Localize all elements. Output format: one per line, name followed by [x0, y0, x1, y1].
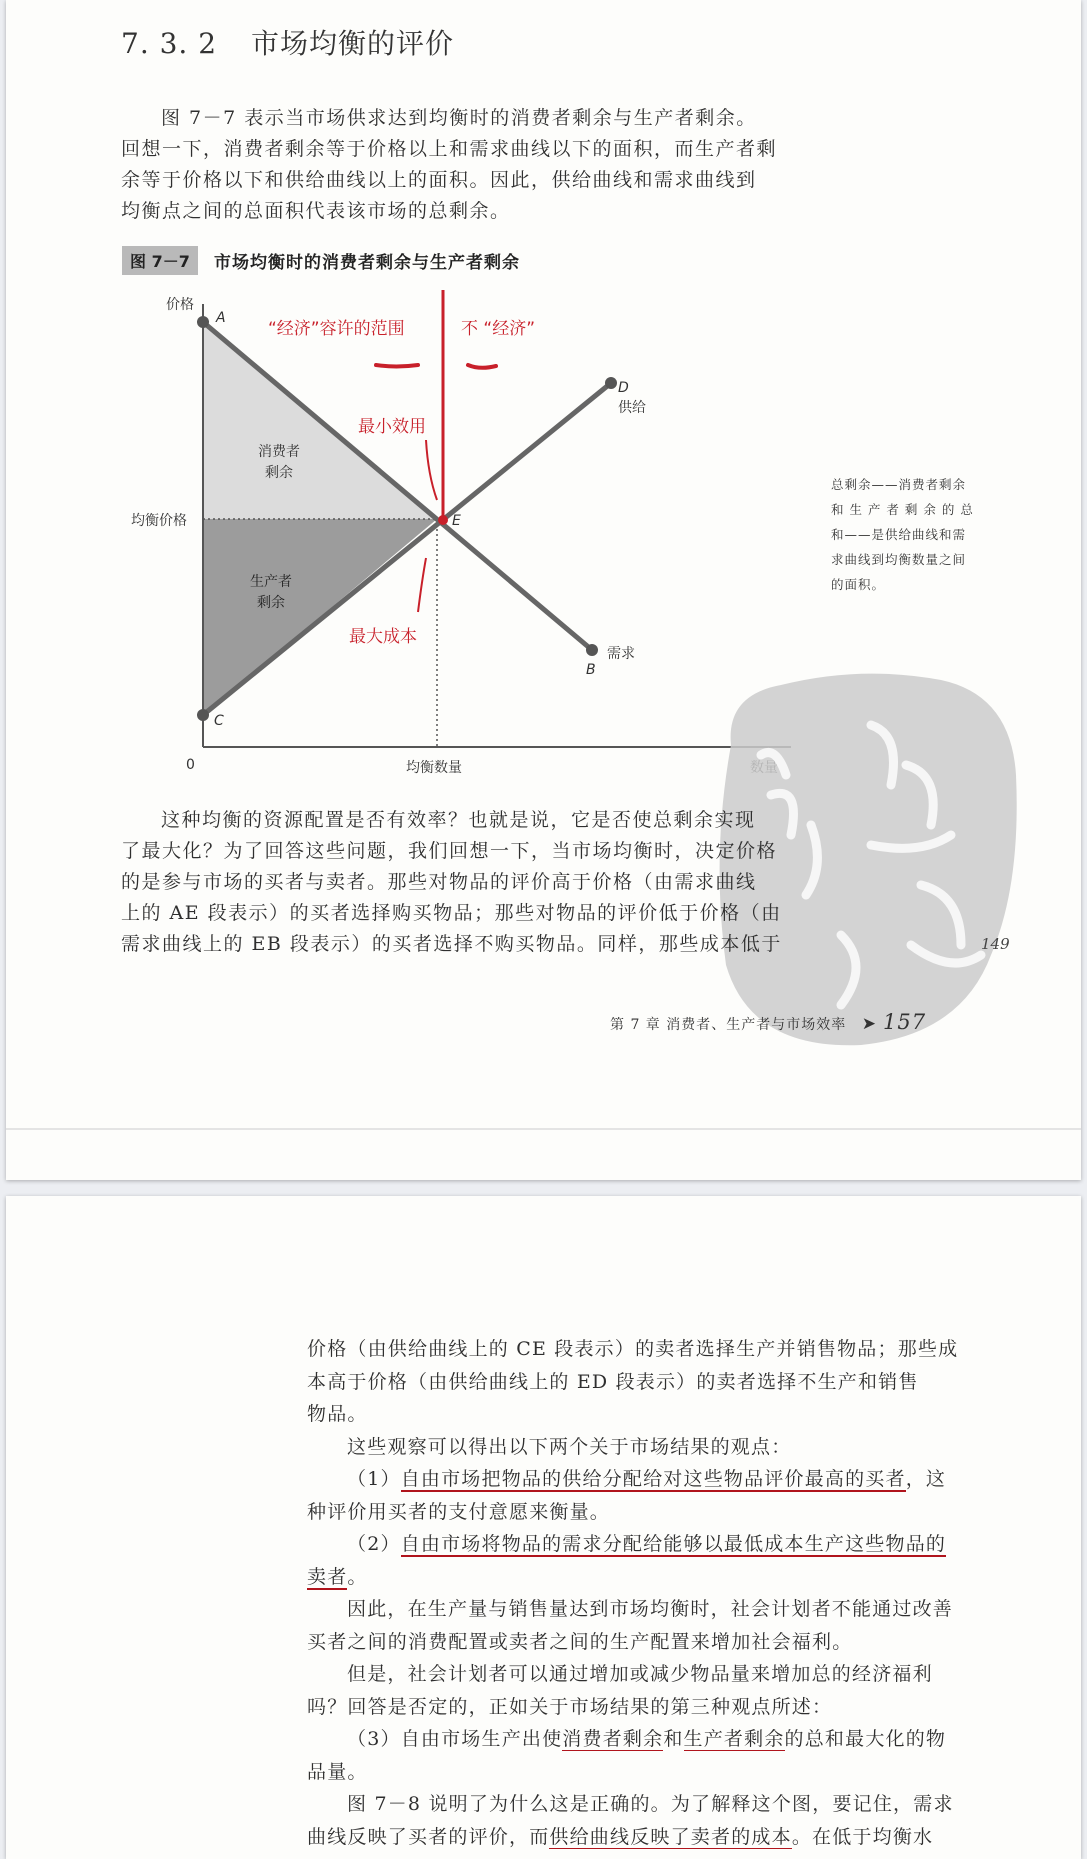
text-span: （3）自由市场生产出使 [347, 1728, 563, 1750]
text-span: （1） [347, 1468, 401, 1490]
red-arrow-min-utility [426, 440, 437, 500]
page-footer [610, 1010, 926, 1034]
text-line: 本高于价格（由供给曲线上的 ED 段表示）的卖者选择不生产和销售 [307, 1370, 919, 1393]
text-line: 因此，在生产量与销售量达到市场均衡时，社会计划者不能通过改善 [347, 1598, 954, 1620]
text-line: 图 7－8 说明了为什么这是正确的。为了解释这个图，要记住，需求 [347, 1793, 954, 1815]
point-d-label: D [618, 380, 629, 396]
book-page-157 [6, 0, 1081, 1180]
figure-tag: 图 7－7 [122, 246, 198, 275]
point-a-label: A [216, 310, 226, 326]
figure-title: 市场均衡时的消费者剩余与生产者剩余 [214, 253, 520, 273]
annotation-max-cost: 最大成本 [349, 627, 417, 647]
body-line: 上的 AE 段表示）的买者选择购买物品；那些对物品的评价低于价格（由 [121, 902, 782, 924]
origin-label: 0 [186, 757, 195, 773]
underlined-text: 生产者剩余 [683, 1728, 785, 1750]
point-e-dot [438, 515, 448, 525]
footer-arrow-icon: ➤ [861, 1014, 877, 1034]
text-line-point-2 [307, 1528, 958, 1561]
body-paragraph [121, 805, 782, 960]
text-line-point-1 [307, 1463, 958, 1496]
point-a-dot [197, 316, 209, 328]
demand-label: 需求 [607, 646, 635, 662]
text-line [307, 1561, 958, 1594]
point-d-dot [605, 377, 617, 389]
underlined-text: 消费者剩余 [562, 1728, 664, 1750]
point-b-label: B [586, 662, 596, 678]
side-note-line: 的面积。 [831, 577, 886, 592]
intro-line: 均衡点之间的总面积代表该市场的总剩余。 [121, 200, 511, 222]
side-note-line: 和 生 产 者 剩 余 的 总 [831, 502, 974, 517]
text-line: 但是，社会计划者可以通过增加或减少物品量来增加总的经济福利 [347, 1663, 933, 1685]
text-span: 的总和最大化的物 [784, 1728, 947, 1750]
body-line: 需求曲线上的 EB 段表示）的买者选择不购买物品。同样，那些成本低于 [121, 933, 782, 955]
side-note-line: 总剩余——消费者剩余 [831, 477, 967, 492]
section-number: 7. 3. 2 [121, 27, 218, 60]
annotation-economic-range: “经济”容许的范围 [268, 319, 405, 339]
page-bottom-rule [6, 1128, 1081, 1130]
text-span: （2） [347, 1533, 401, 1555]
text-line: 吗？回答是否定的，正如关于市场结果的第三种观点所述： [307, 1695, 833, 1718]
side-note-line: 和——是供给曲线和需 [831, 527, 967, 542]
producer-surplus-label-1: 生产者 [250, 574, 292, 590]
side-note-line: 求曲线到均衡数量之间 [831, 552, 967, 567]
body-line: 这种均衡的资源配置是否有效率？也就是说，它是否使总剩余实现 [161, 809, 756, 831]
annotation-not-economic: 不 “经济” [461, 319, 536, 339]
text-span: 和 [663, 1728, 684, 1750]
text-line: 种评价用买者的支付意愿来衡量。 [307, 1500, 611, 1523]
text-line-point-3 [307, 1723, 958, 1756]
point-c-label: C [214, 713, 224, 729]
red-arrow-max-cost [418, 558, 426, 612]
footer-chapter: 第 7 章 消费者、生产者与市场效率 [610, 1017, 847, 1033]
point-c-dot [197, 709, 209, 721]
intro-line: 余等于价格以下和供给曲线以上的面积。因此，供给曲线和需求曲线到 [121, 169, 757, 191]
text-line: 品量。 [307, 1760, 368, 1783]
consumer-surplus-label-1: 消费者 [258, 444, 300, 460]
intro-line: 图 7－7 表示当市场供求达到均衡时的消费者剩余与生产者剩余。 [161, 107, 757, 129]
text-line [307, 1821, 958, 1854]
text-span: 。 [347, 1565, 368, 1588]
point-e-label: E [452, 513, 461, 529]
eq-price-label: 均衡价格 [131, 513, 187, 529]
producer-surplus-label-2: 剩余 [257, 595, 285, 611]
continuation-text [307, 1333, 958, 1853]
supply-label: 供给 [618, 400, 646, 416]
body-line: 的是参与市场的买者与卖者。那些对物品的评价高于价格（由需求曲线 [121, 871, 757, 893]
underlined-text: 自由市场将物品的需求分配给能够以最低成本生产这些物品的 [400, 1533, 947, 1555]
text-line: 买者之间的消费配置或卖者之间的生产配置来增加社会福利。 [307, 1630, 853, 1653]
consumer-surplus-label-2: 剩余 [265, 465, 293, 481]
underlined-text: 自由市场把物品的供给分配给对这些物品评价最高的买者 [400, 1468, 906, 1490]
side-note [831, 472, 974, 597]
text-span: 。在低于均衡水 [791, 1825, 934, 1848]
point-b-dot [586, 644, 598, 656]
margin-page-number: 149 [981, 935, 1010, 953]
book-page-158 [6, 1196, 1081, 1859]
red-dash-left [376, 365, 418, 367]
y-axis-label: 价格 [166, 297, 194, 313]
underlined-text: 卖者 [307, 1565, 348, 1588]
text-line: 物品。 [307, 1403, 368, 1425]
text-span: ，这 [905, 1468, 947, 1490]
text-line: 价格（由供给曲线上的 CE 段表示）的卖者选择生产并销售物品；那些成 [307, 1338, 959, 1360]
intro-line: 回想一下，消费者剩余等于价格以上和需求曲线以下的面积，而生产者剩 [121, 138, 778, 160]
body-line: 了最大化？为了回答这些问题，我们回想一下，当市场均衡时，决定价格 [121, 840, 778, 862]
underlined-text: 供给曲线反映了卖者的成本 [549, 1825, 792, 1848]
annotation-min-utility: 最小效用 [358, 417, 426, 437]
text-span: 曲线反映了买者的评价，而 [307, 1825, 550, 1848]
section-title: 市场均衡的评价 [251, 27, 455, 60]
red-dash-right [468, 365, 496, 368]
footer-page-number: 157 [882, 1010, 927, 1034]
eq-quantity-label: 均衡数量 [406, 760, 462, 776]
text-line: 这些观察可以得出以下两个关于市场结果的观点： [347, 1435, 792, 1458]
